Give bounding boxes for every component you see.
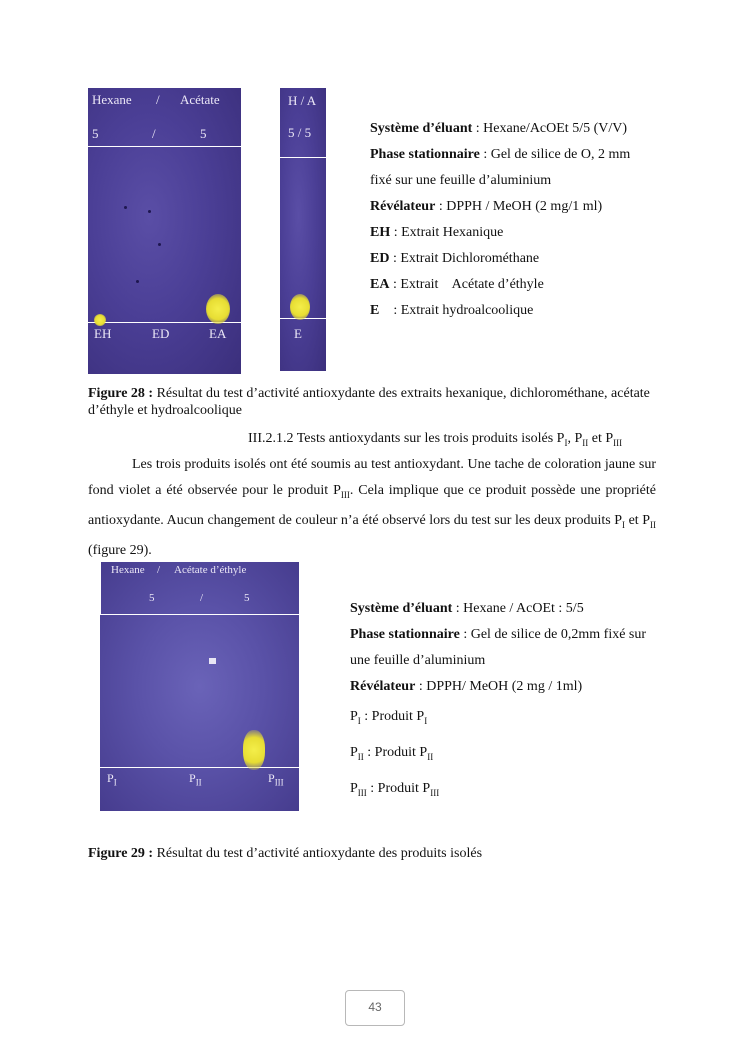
spec-eluent: Système d’éluant : Hexane / AcOEt : 5/5 xyxy=(350,601,584,616)
spec-revealer: Révélateur : DPPH / MeOH (2 mg/1 ml) xyxy=(370,199,603,214)
solvent-front-line xyxy=(280,157,326,158)
plate-ratio-slash: / xyxy=(152,126,156,141)
tlc-plate-extracts xyxy=(88,88,241,374)
plate-label-hexane: Hexane xyxy=(92,92,132,107)
spec-ea: EA : Extrait Acétate d’éthyle xyxy=(370,277,544,292)
solvent-front-line xyxy=(88,146,241,147)
plate-ratio-left: 5 xyxy=(149,592,155,604)
spec-stationary-phase: Phase stationnaire : Gel de silice de 0,2mm fixé sur xyxy=(350,627,647,642)
spec-p2: $P_{II}$ : Produit $P_{II}$ xyxy=(350,744,434,762)
spec-eh: EH : Extrait Hexanique xyxy=(370,225,504,240)
plate-speck xyxy=(148,210,151,213)
body-paragraph: Les trois produits isolés ont été soumis au test antioxydant. Une tache de coloration jaune sur fond violet a été observée pour le produit $P_{III}$. Cela implique que ce produit possède une propriété antioxydante. Aucun changement de couleur n’a été observé lors du test sur les deux produits $P_I$ et $P_{II}$ (figure 29). xyxy=(88,457,657,558)
lane-label-p2: $P_{II}$ xyxy=(189,771,202,788)
plate-ratio-right: 5 xyxy=(244,592,250,604)
plate-ratio: 5 / 5 xyxy=(288,125,312,140)
spec-ed: ED : Extrait Dichlorométhane xyxy=(370,251,540,266)
lane-label-e: E xyxy=(294,326,302,341)
spec-e: E : Extrait hydroalcoolique xyxy=(370,303,534,318)
plate-label-ha: H / A xyxy=(288,93,317,108)
lane-label-eh: EH xyxy=(94,326,112,341)
page-number-scroll xyxy=(345,990,405,1026)
plate-label-slash: / xyxy=(157,564,161,576)
lane-label-ed: ED xyxy=(152,326,170,341)
lane-label-p1: $P_I$ xyxy=(107,771,117,788)
page-number: 43 xyxy=(368,1000,382,1014)
figure-29-caption: Figure 29 : Résultat du test d’activité antioxydante des produits isolés xyxy=(88,846,483,861)
crystal-speck xyxy=(209,658,216,664)
figure-28-caption: Figure 28 : Résultat du test d’activité antioxydante des extraits hexanique, dichlorométhane, acétate d’éthyle et hydroalcoolique xyxy=(88,386,650,418)
spec-stationary-phase: Phase stationnaire : Gel de silice de O, 2 mm xyxy=(370,147,631,162)
lane-label-ea: EA xyxy=(209,326,227,341)
plate-left-edge xyxy=(100,562,101,614)
spec-stationary-phase-cont: fixé sur une feuille d’aluminium xyxy=(370,173,552,188)
spot-ea xyxy=(206,294,230,324)
tlc-plate-hydroalcoholic xyxy=(280,88,326,371)
plate-label-slash: / xyxy=(156,92,160,107)
fig29-specs xyxy=(350,596,646,805)
spec-eluent: Système d’éluant : Hexane/AcOEt 5/5 (V/V) xyxy=(370,121,628,136)
tlc-plate-isolated-products xyxy=(100,562,299,811)
spec-p3: $P_{III}$ : Produit $P_{III}$ xyxy=(350,780,440,798)
spot-e xyxy=(290,294,310,320)
spot-p3 xyxy=(243,730,265,770)
baseline-line xyxy=(100,767,299,768)
fig28-specs xyxy=(370,116,630,324)
plate-ratio-slash: / xyxy=(200,592,204,604)
plate-label-acetate: Acétate xyxy=(180,92,220,107)
plate-label-acetate: Acétate d’éthyle xyxy=(174,564,247,576)
section-heading: III.2.1.2 Tests antioxydants sur les trois produits isolés $P_I$, $P_{II}$ et $P_{III}$ xyxy=(248,431,623,448)
plate-speck xyxy=(158,243,161,246)
plate-speck xyxy=(136,280,139,283)
lane-label-p3: $P_{III}$ xyxy=(268,771,284,788)
spec-stationary-phase-cont: une feuille d’aluminium xyxy=(350,653,486,668)
plate-label-hexane: Hexane xyxy=(111,564,145,576)
plate-ratio-left: 5 xyxy=(92,126,99,141)
plate-speck xyxy=(124,206,127,209)
plate-ratio-right: 5 xyxy=(200,126,207,141)
spot-eh xyxy=(94,314,106,326)
spec-p1: $P_I$ : Produit $P_I$ xyxy=(350,709,428,726)
solvent-front-line xyxy=(100,614,299,615)
spec-revealer: Révélateur : DPPH/ MeOH (2 mg / 1ml) xyxy=(350,679,583,694)
